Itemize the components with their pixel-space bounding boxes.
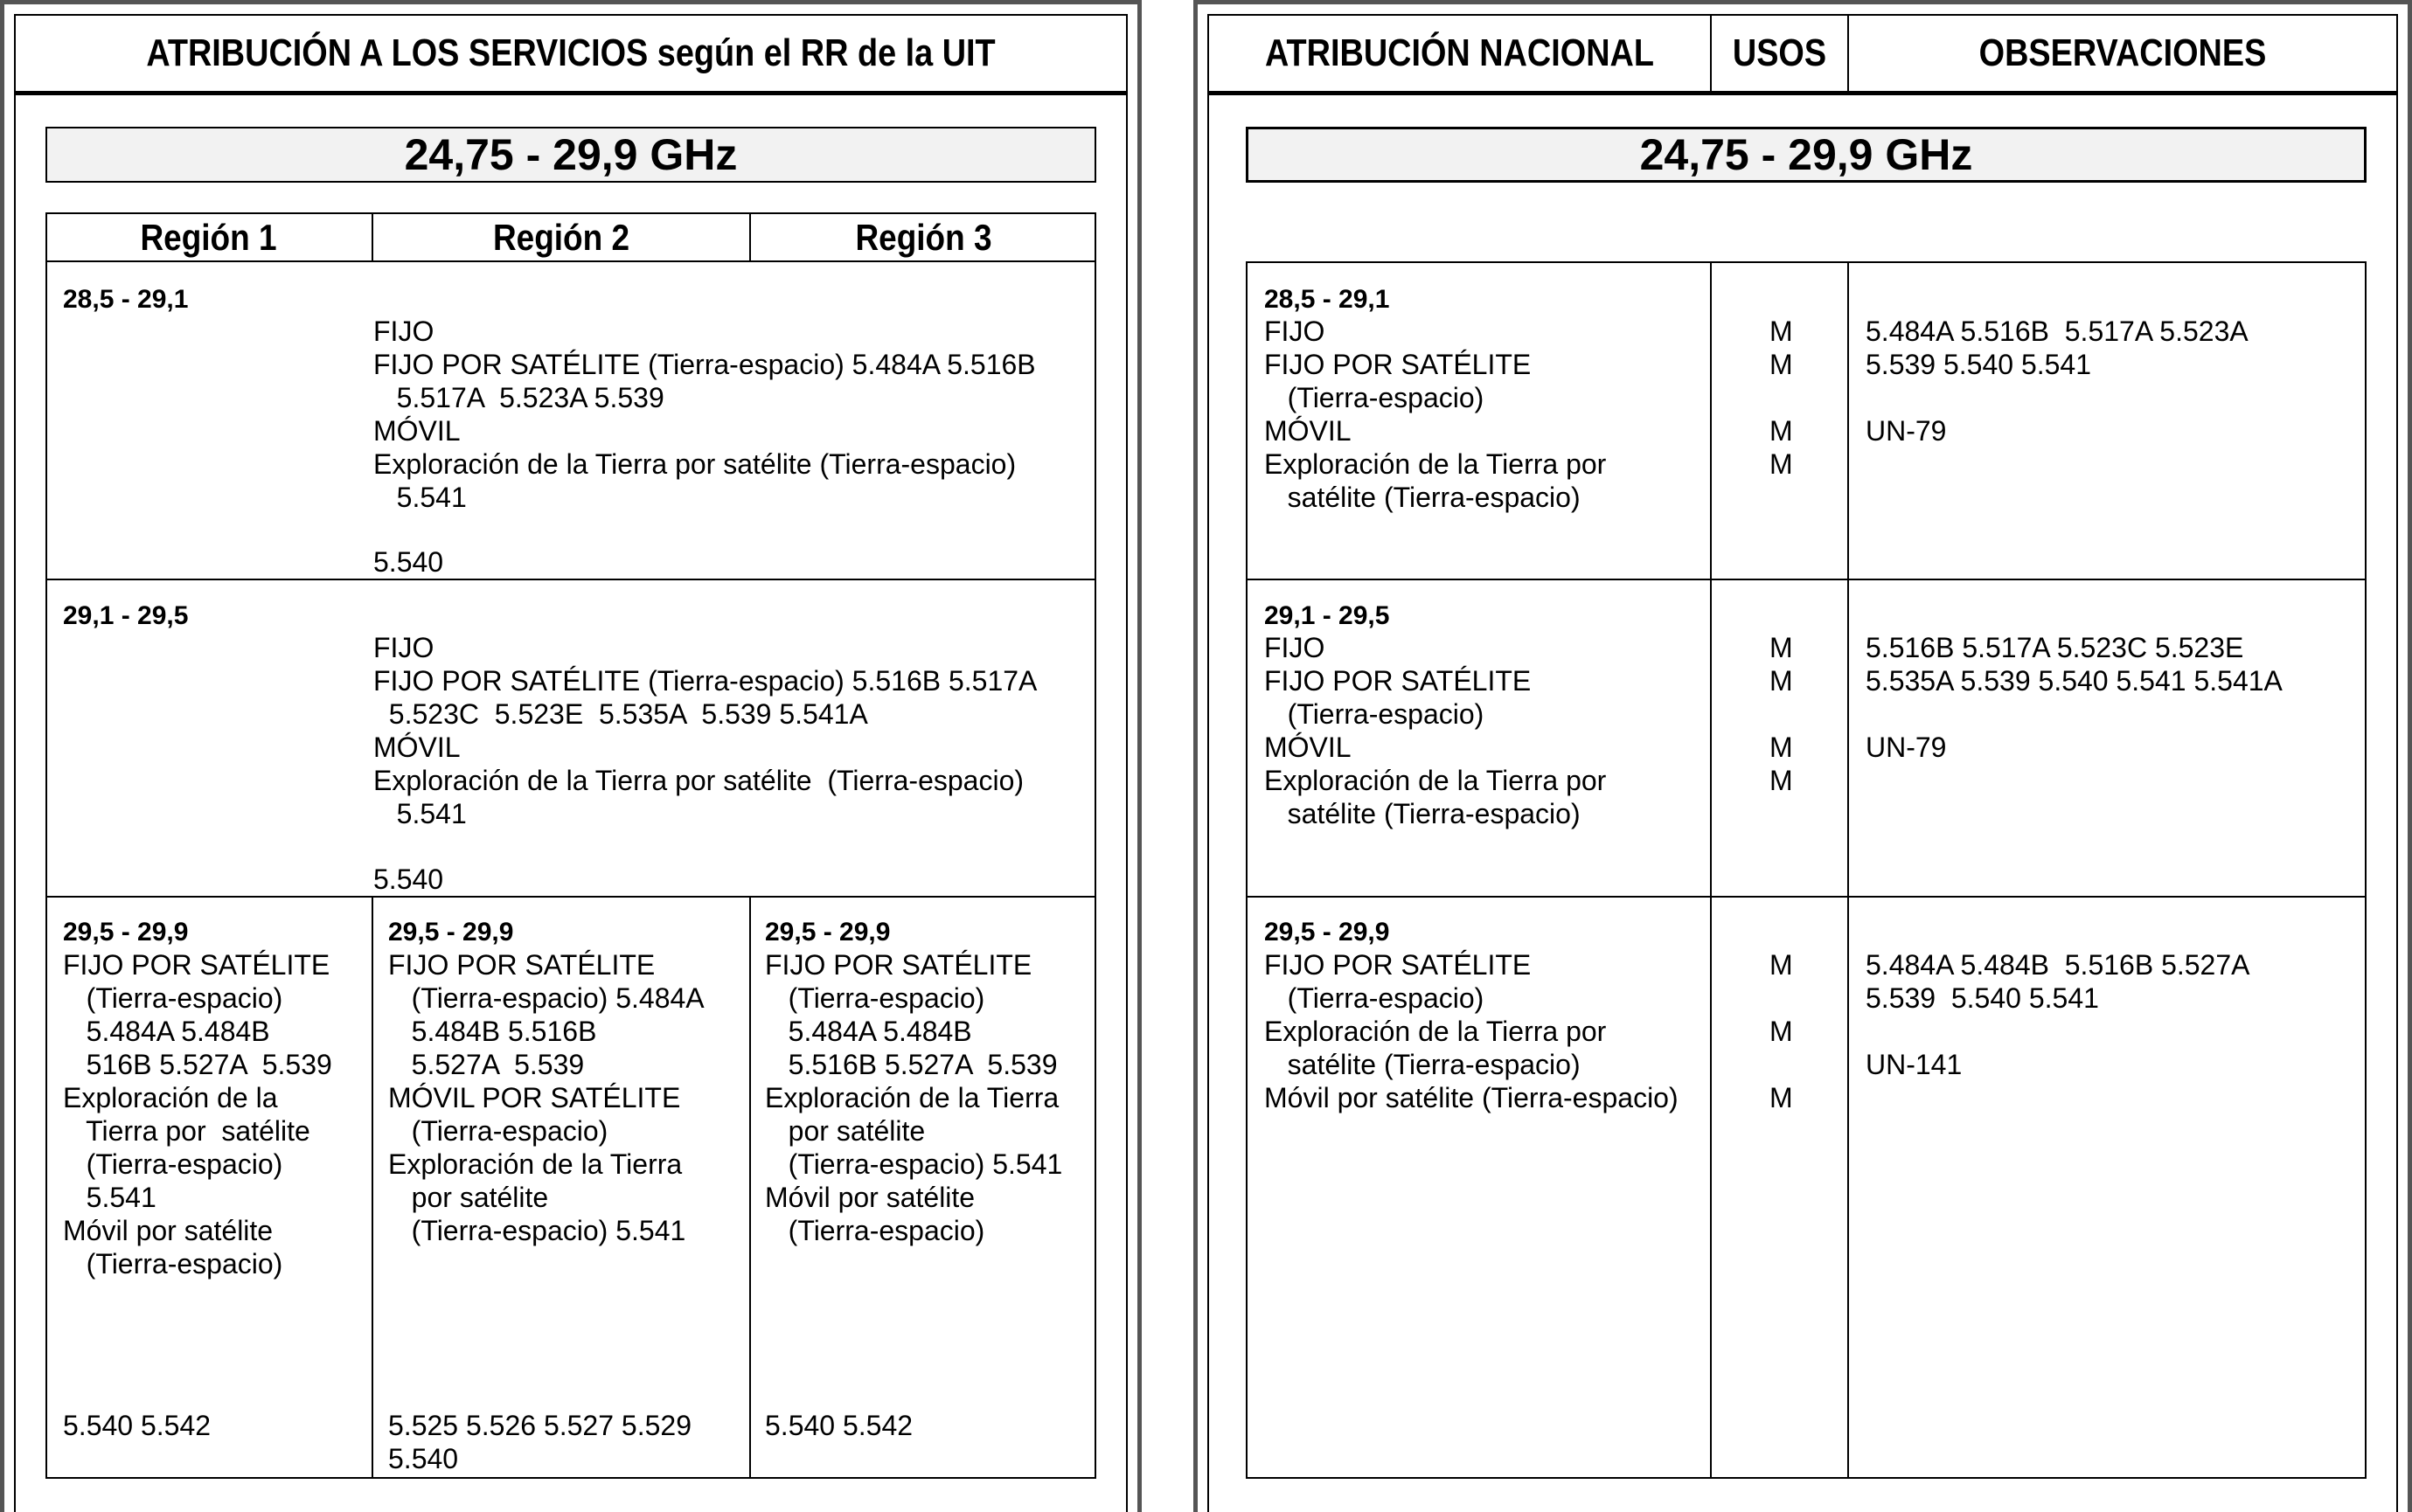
right-row1-obs: 5.539 5.540 5.541 (1866, 349, 2092, 380)
right-row2-uso: M (1769, 632, 1793, 663)
left-row3-r1-line: FIJO POR SATÉLITE (63, 949, 330, 981)
right-row1-uso: M (1769, 415, 1793, 447)
region-3-header: Región 3 (855, 216, 992, 258)
left-row3-r1-line: Móvil por satélite (63, 1215, 274, 1246)
left-header-title: ATRIBUCIÓN A LOS SERVICIOS según el RR de la UIT (146, 31, 996, 74)
right-row3-line: Móvil por satélite (Tierra-espacio) (1264, 1082, 1679, 1113)
left-row3-r2-line: (Tierra-espacio) 5.541 (388, 1215, 686, 1246)
right-row3-uso: M (1769, 949, 1793, 981)
right-row2-line: (Tierra-espacio) (1264, 698, 1484, 730)
right-row1-rule (1246, 579, 2367, 580)
left-row3-r3-range: 29,5 - 29,9 (765, 918, 891, 947)
left-row3-r1-range: 29,5 - 29,9 (63, 918, 189, 947)
right-row1-line: (Tierra-espacio) (1264, 382, 1484, 413)
left-row3-r1-line: Exploración de la (63, 1082, 278, 1113)
right-row3-line: FIJO POR SATÉLITE (1264, 949, 1532, 981)
right-row1-line: MÓVIL (1264, 415, 1352, 447)
right-row3-line: Exploración de la Tierra por (1264, 1016, 1607, 1047)
left-row3-r2-footnote: 5.525 5.526 5.527 5.529 (388, 1410, 692, 1441)
right-row2-line: FIJO POR SATÉLITE (1264, 665, 1532, 697)
right-row1-uso: M (1769, 316, 1793, 347)
right-row2-rule (1246, 896, 2367, 898)
region-divider-2 (749, 212, 751, 262)
left-row3-divider-1 (372, 896, 373, 1479)
left-row1-line: FIJO (373, 316, 434, 347)
right-row3-line: satélite (Tierra-espacio) (1264, 1049, 1581, 1080)
right-row3-range: 29,5 - 29,9 (1264, 918, 1390, 947)
left-row3-r3-line: Móvil por satélite (765, 1182, 976, 1213)
left-row2-rule (45, 896, 1096, 898)
left-row3-r1-line: (Tierra-espacio) (63, 1148, 283, 1180)
left-row1-rule (45, 579, 1096, 580)
right-row3-line: (Tierra-espacio) (1264, 982, 1484, 1014)
left-row3-r3-line: 5.516B 5.527A 5.539 (765, 1049, 1058, 1080)
left-regions-rule (45, 260, 1096, 262)
right-row2-uso: M (1769, 732, 1793, 763)
right-row1-uso: M (1769, 349, 1793, 380)
right-row2-obs: UN-79 (1866, 732, 1947, 763)
right-row2-line: MÓVIL (1264, 732, 1352, 763)
left-row3-r2-range: 29,5 - 29,9 (388, 918, 514, 947)
region-1-header: Región 1 (140, 216, 277, 258)
left-row1-line: 5.517A 5.523A 5.539 (373, 382, 664, 413)
left-band-label: 24,75 - 29,9 GHz (404, 130, 738, 179)
left-row3-r3-line: (Tierra-espacio) (765, 982, 985, 1014)
left-row3-r1-line: (Tierra-espacio) (63, 1248, 283, 1280)
right-row1-line: Exploración de la Tierra por (1264, 448, 1607, 480)
right-row1-obs: 5.484A 5.516B 5.517A 5.523A (1866, 316, 2249, 347)
right-row2-uso: M (1769, 665, 1793, 697)
right-row2-obs: 5.516B 5.517A 5.523C 5.523E (1866, 632, 2244, 663)
left-row3-r1-line: 5.484A 5.484B (63, 1016, 270, 1047)
left-row3-r1-footnote: 5.540 5.542 (63, 1410, 212, 1441)
right-row2-line: FIJO (1264, 632, 1325, 663)
right-row3-uso: M (1769, 1016, 1793, 1047)
left-row3-r2-line: MÓVIL POR SATÉLITE (388, 1082, 681, 1113)
left-row2-line: Exploración de la Tierra por satélite (Tierra-espacio) (373, 765, 1025, 796)
left-row3-r2-line: (Tierra-espacio) 5.484A (388, 982, 705, 1014)
left-row2-line: 5.541 (373, 798, 467, 829)
left-row3-r3-footnote: 5.540 5.542 (765, 1410, 914, 1441)
left-row3-r3-line: por satélite (765, 1115, 926, 1147)
right-row3-obs: UN-141 (1866, 1049, 1963, 1080)
left-row1-range: 28,5 - 29,1 (63, 285, 189, 314)
left-row3-r2-line: 5.484B 5.516B (388, 1016, 597, 1047)
left-row2-range: 29,1 - 29,5 (63, 601, 189, 630)
left-header-rule (14, 91, 1128, 95)
left-row3-r2-line: 5.527A 5.539 (388, 1049, 585, 1080)
left-row2-line: MÓVIL (373, 732, 461, 763)
right-row1-uso: M (1769, 448, 1793, 480)
left-row2-line: FIJO POR SATÉLITE (Tierra-espacio) 5.516B 5.517A (373, 665, 1038, 697)
left-row2-line: 5.523C 5.523E 5.535A 5.539 5.541A (373, 698, 868, 730)
right-header-national: ATRIBUCIÓN NACIONAL (1265, 31, 1654, 74)
region-2-header: Región 2 (492, 216, 630, 258)
left-row3-r1-line: Tierra por satélite (63, 1115, 310, 1147)
left-row3-r1-line: 516B 5.527A 5.539 (63, 1049, 332, 1080)
right-row2-line: satélite (Tierra-espacio) (1264, 798, 1581, 829)
left-row3-r3-line: (Tierra-espacio) 5.541 (765, 1148, 1063, 1180)
right-band-box (1246, 127, 2367, 183)
left-row2-footnote: 5.540 (373, 864, 444, 895)
right-header-divider-2 (1847, 14, 1849, 91)
right-row1-line: FIJO POR SATÉLITE (1264, 349, 1532, 380)
right-header-rule (1207, 91, 2398, 95)
right-row3-obs: 5.539 5.540 5.541 (1866, 982, 2099, 1014)
right-row2-obs: 5.535A 5.539 5.540 5.541 5.541A (1866, 665, 2283, 697)
left-row3-r3-line: (Tierra-espacio) (765, 1215, 985, 1246)
left-row1-line: 5.541 (373, 482, 467, 513)
right-row2-range: 29,1 - 29,5 (1264, 601, 1390, 630)
right-row3-uso: M (1769, 1082, 1793, 1113)
left-row3-r2-line: por satélite (388, 1182, 549, 1213)
left-row3-r2-line: FIJO POR SATÉLITE (388, 949, 656, 981)
left-row1-line: FIJO POR SATÉLITE (Tierra-espacio) 5.484A 5.516B (373, 349, 1036, 380)
left-row3-divider-2 (749, 896, 751, 1479)
right-row1-range: 28,5 - 29,1 (1264, 285, 1390, 314)
left-row3-r1-line: (Tierra-espacio) (63, 982, 283, 1014)
right-col-divider-2 (1847, 261, 1849, 1479)
left-row2-line: FIJO (373, 632, 434, 663)
left-row3-r1-line: 5.541 (63, 1182, 156, 1213)
right-row1-obs: UN-79 (1866, 415, 1947, 447)
left-row1-line: Exploración de la Tierra por satélite (Tierra-espacio) (373, 448, 1017, 480)
left-row1-footnote: 5.540 (373, 546, 444, 578)
right-col-divider-1 (1710, 261, 1712, 1479)
right-table (1246, 261, 2367, 1479)
left-band-box (45, 127, 1096, 183)
left-row1-line: MÓVIL (373, 415, 461, 447)
right-row1-line: FIJO (1264, 316, 1325, 347)
right-row2-uso: M (1769, 765, 1793, 796)
left-row3-r2-line: (Tierra-espacio) (388, 1115, 608, 1147)
right-row2-line: Exploración de la Tierra por (1264, 765, 1607, 796)
region-divider-1 (372, 212, 373, 262)
right-band-label: 24,75 - 29,9 GHz (1639, 130, 1973, 179)
right-row3-obs: 5.484A 5.484B 5.516B 5.527A (1866, 949, 2250, 981)
right-header-usos: USOS (1732, 31, 1827, 74)
right-header-observaciones: OBSERVACIONES (1978, 31, 2267, 74)
left-row3-r2-footnote: 5.540 (388, 1443, 459, 1474)
right-header-divider-1 (1710, 14, 1712, 91)
right-row1-line: satélite (Tierra-espacio) (1264, 482, 1581, 513)
left-row3-r2-line: Exploración de la Tierra (388, 1148, 683, 1180)
left-row3-r3-line: FIJO POR SATÉLITE (765, 949, 1032, 981)
left-row3-r3-line: Exploración de la Tierra (765, 1082, 1060, 1113)
left-row3-r3-line: 5.484A 5.484B (765, 1016, 972, 1047)
